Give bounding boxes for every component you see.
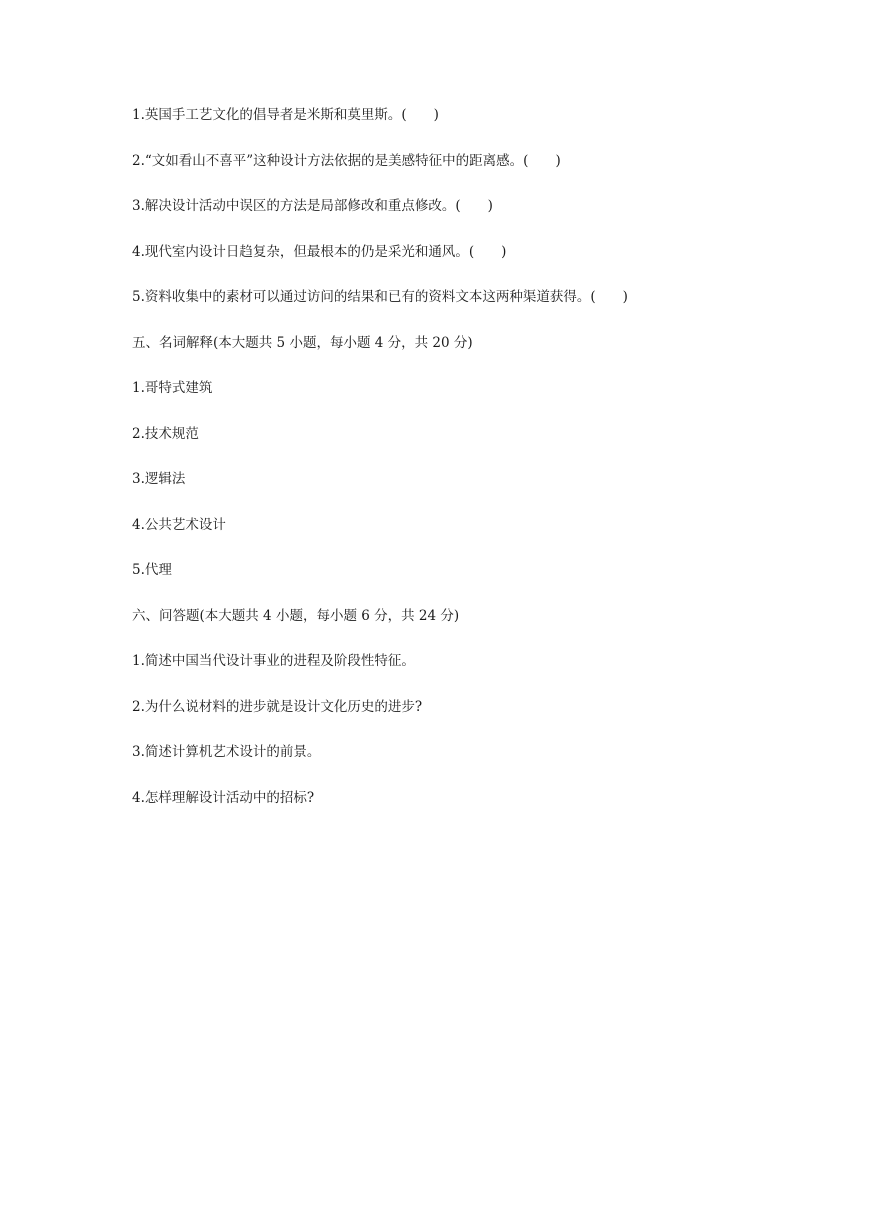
- true-false-section: [132, 104, 772, 332]
- term-item-2: 2.技术规范: [132, 425, 199, 442]
- term-definition-heading: 五、名词解释(本大题共 5 小题，每小题 4 分，共 20 分): [132, 334, 473, 351]
- short-answer-section: [132, 605, 772, 833]
- true-false-item-2: 2.“文如看山不喜平”这种设计方法依据的是美感特征中的距离感。( ): [132, 152, 561, 169]
- question-item-3: 3.简述计算机艺术设计的前景。: [132, 744, 321, 760]
- true-false-item-1: 1.英国手工艺文化的倡导者是米斯和莫里斯。( ): [132, 107, 439, 123]
- question-item-2: 2.为什么说材料的进步就是设计文化历史的进步?: [132, 698, 423, 715]
- exam-content: [132, 104, 772, 832]
- short-answer-heading: 六、问答题(本大题共 4 小题，每小题 6 分，共 24 分): [132, 607, 460, 624]
- term-item-5: 5.代理: [132, 562, 172, 578]
- term-definition-section: [132, 332, 772, 605]
- term-item-1: 1.哥特式建筑: [132, 380, 213, 396]
- term-item-3: 3.逻辑法: [132, 471, 186, 487]
- true-false-item-5: 5.资料收集中的素材可以通过访问的结果和已有的资料文本这两种渠道获得。( ): [132, 289, 628, 305]
- true-false-item-3: 3.解决设计活动中误区的方法是局部修改和重点修改。( ): [132, 198, 493, 214]
- question-item-4: 4.怎样理解设计活动中的招标?: [132, 789, 315, 806]
- question-item-1: 1.简述中国当代设计事业的进程及阶段性特征。: [132, 653, 415, 669]
- true-false-item-4: 4.现代室内设计日趋复杂，但最根本的仍是采光和通风。( ): [132, 243, 507, 260]
- term-item-4: 4.公共艺术设计: [132, 516, 226, 533]
